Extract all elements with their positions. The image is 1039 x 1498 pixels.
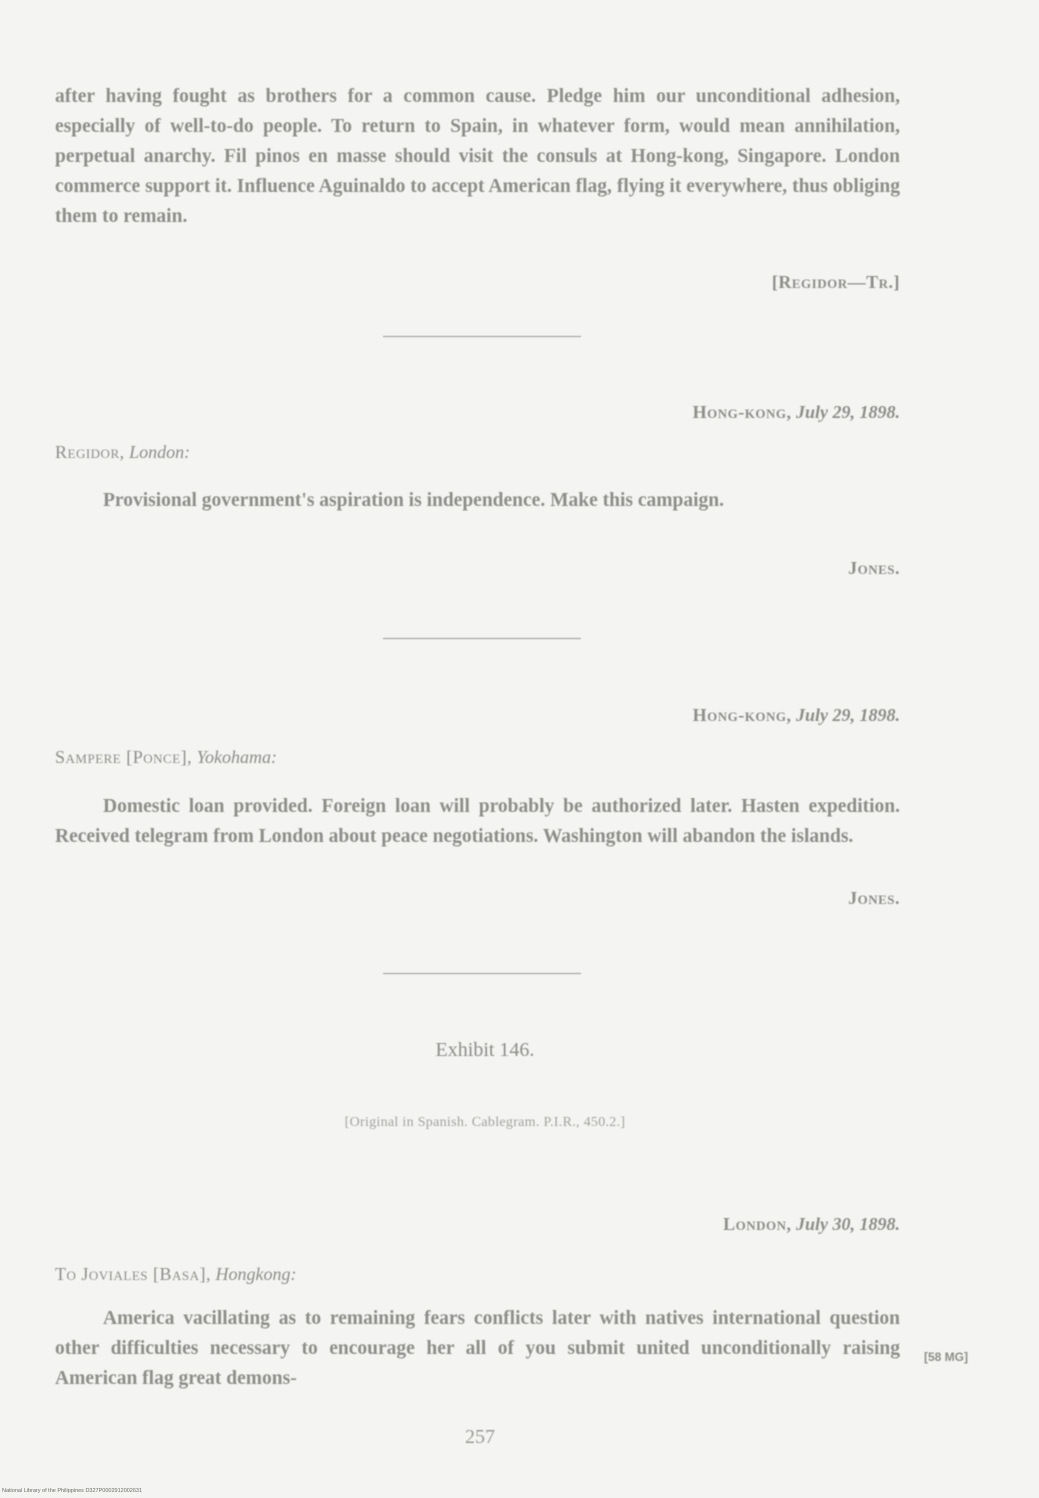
telegram2-signature: Jones.	[848, 888, 900, 908]
telegram3-date: July 30, 1898.	[795, 1214, 900, 1234]
top-paragraph: after having fought as brothers for a common cause. Pledge him our unconditional adhesion, especially of well-to-do people. To return to Spain, in whatever form, would mean annihilation, perpetual anarchy. Fil pinos en masse should visit the consuls at Hong-kong, Singapore. London commerce support it. Influence Aguinaldo to accept American flag, flying it everywhere, thus obliging them to remain.	[55, 86, 900, 227]
footer-credit: National Library of the Philippines D327P0002912002631	[2, 1488, 143, 1494]
telegram3-body: America vacillating as to remaining fears conflicts later with natives international question other difficulties necessary to encourage her all of you submit united unconditionally raising American flag great demons-	[55, 1308, 900, 1389]
page-number: 257	[465, 1426, 495, 1448]
telegram2-addressee-location: Yokohama:	[196, 747, 277, 767]
telegram1-addressee-location: London:	[129, 442, 191, 462]
telegram2-address	[55, 747, 277, 768]
telegram3-place: London,	[723, 1214, 792, 1234]
telegram3-addressee-location: Hongkong:	[215, 1264, 297, 1284]
telegram2-dateline	[693, 705, 900, 726]
telegram3-address	[55, 1264, 296, 1285]
telegram1-place: Hong-kong,	[692, 402, 792, 422]
telegram2-place: Hong-kong,	[692, 705, 792, 725]
top-signature: [Regidor—Tr.]	[771, 272, 900, 292]
telegram1-addressee: Regidor,	[55, 442, 125, 462]
telegram1-body: Provisional government's aspiration is independence. Make this campaign.	[103, 490, 724, 511]
telegram1-date: July 29, 1898.	[795, 402, 900, 422]
section-divider-1	[383, 336, 581, 337]
section-divider-3	[383, 973, 581, 974]
telegram3-dateline	[723, 1214, 900, 1235]
telegram1-dateline	[693, 402, 900, 423]
telegram2-addressee: Sampere [Ponce],	[55, 747, 193, 767]
telegram1-signature: Jones.	[848, 558, 900, 578]
section-divider-2	[383, 638, 581, 639]
telegram2-date: July 29, 1898.	[795, 705, 900, 725]
telegram1-address	[55, 442, 190, 463]
exhibit-note: [Original in Spanish. Cablegram. P.I.R., 450.2.]	[344, 1115, 626, 1130]
telegram2-body: Domestic loan provided. Foreign loan will probably be authorized later. Hasten expedition. Received telegram from London about peace negotiations. Washington will abandon the islands.	[55, 796, 900, 847]
telegram3-addressee: To Joviales [Basa],	[55, 1264, 211, 1284]
exhibit-title: Exhibit 146.	[435, 1039, 535, 1061]
margin-note: [58 MG]	[924, 1350, 969, 1364]
